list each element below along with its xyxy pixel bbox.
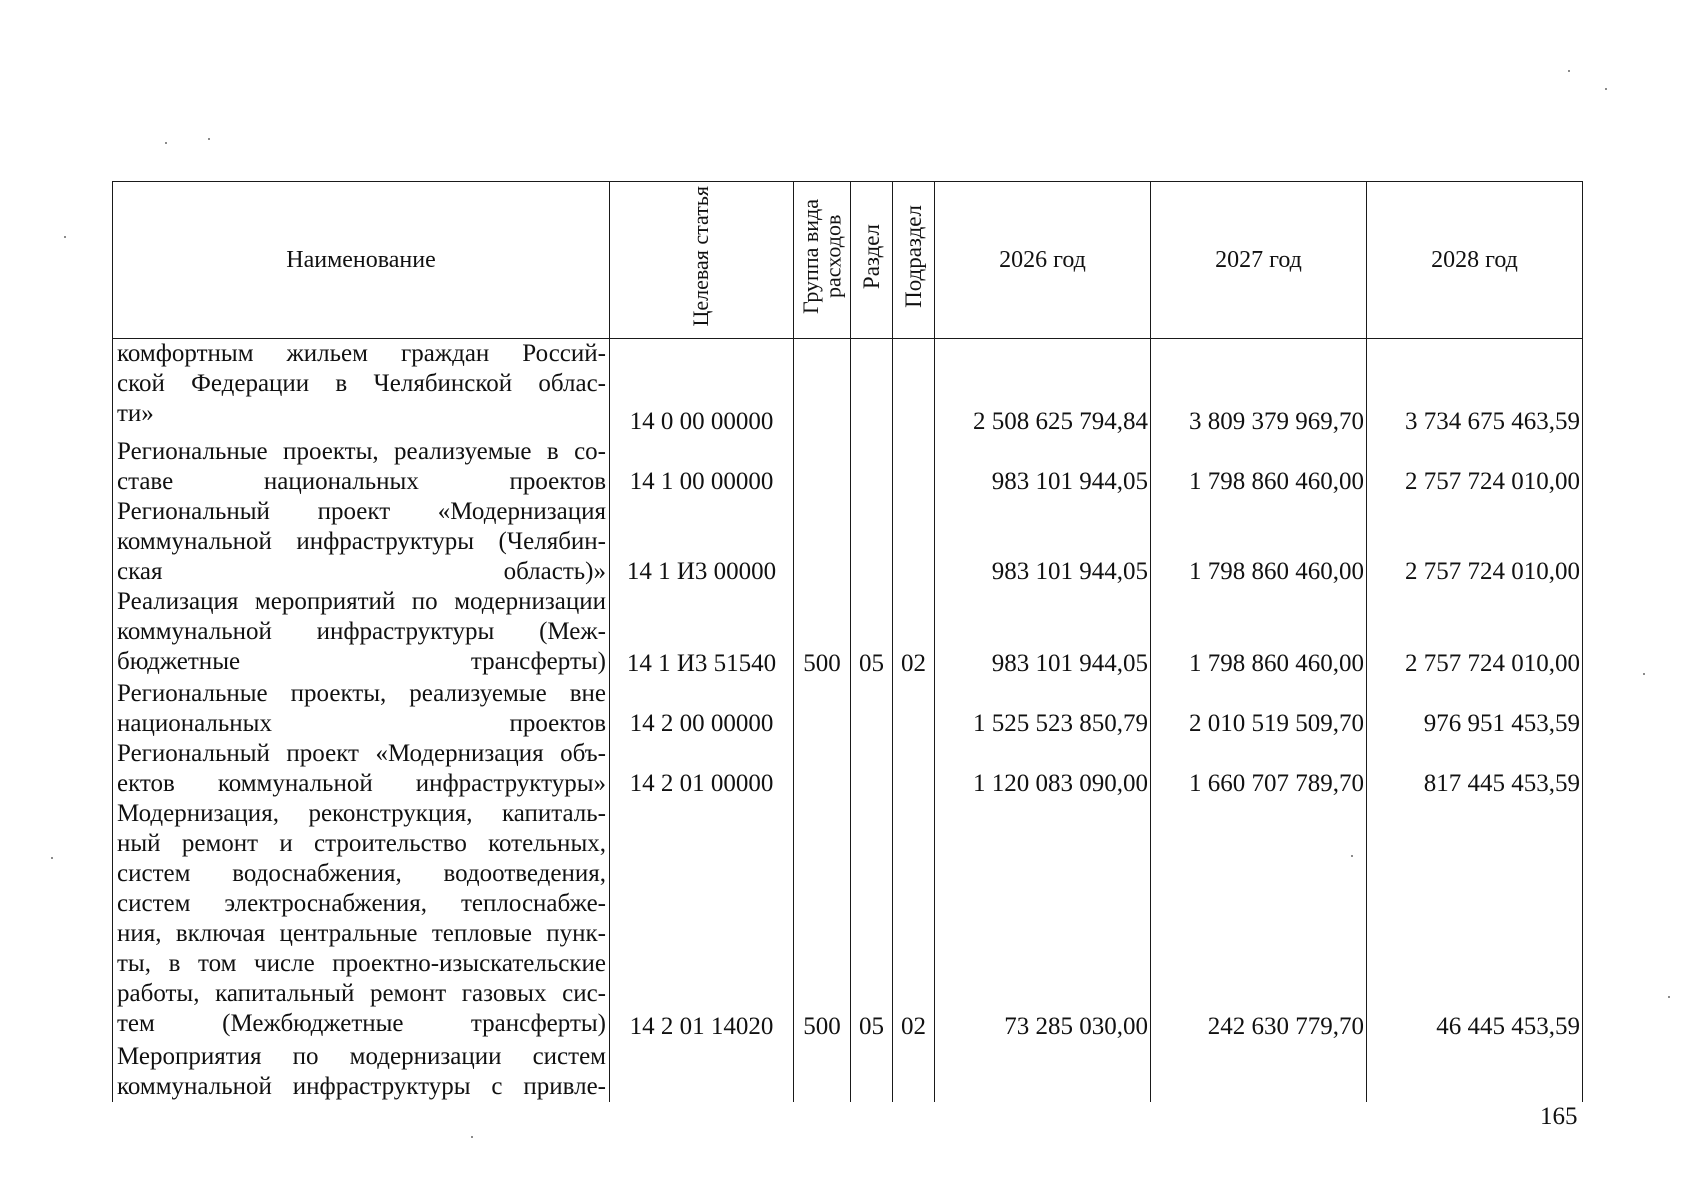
- row-section: 05: [851, 587, 893, 679]
- scan-speck: [64, 236, 66, 238]
- row-subsection: [893, 1042, 935, 1102]
- header-section: Раздел: [851, 182, 893, 339]
- table-row: [113, 497, 1583, 587]
- row-amount-2026: 73 285 030,00: [935, 799, 1151, 1042]
- row-subsection: [893, 339, 935, 437]
- scan-speck: [165, 142, 167, 144]
- row-name-line: национальных проектов: [117, 709, 606, 737]
- row-amount-2026: 2 508 625 794,84: [935, 339, 1151, 437]
- row-amount-2027: 2 010 519 509,70: [1151, 679, 1367, 739]
- row-name-line: систем электроснабжения, теплоснабже-: [117, 889, 606, 917]
- row-name-line: коммунальной инфраструктуры (Меж-: [117, 617, 606, 645]
- row-amount-2026: 983 101 944,05: [935, 437, 1151, 497]
- table-row: [113, 339, 1583, 437]
- row-expense-group: [794, 339, 851, 437]
- row-subsection: 02: [893, 799, 935, 1042]
- row-name-line: Региональный проект «Модернизация объ-: [117, 739, 606, 767]
- row-expense-group: [794, 1042, 851, 1102]
- row-name: [113, 497, 610, 587]
- row-name-line: ный ремонт и строительство котельных,: [117, 829, 606, 857]
- row-name: [113, 437, 610, 497]
- row-amount-2026: 983 101 944,05: [935, 587, 1151, 679]
- header-row: [113, 182, 1583, 339]
- row-name-line: ектов коммунальной инфраструктуры»: [117, 769, 606, 797]
- row-amount-2028: [1367, 1042, 1583, 1102]
- row-name-line: бюджетные трансферты): [117, 647, 606, 675]
- row-target-article: 14 1 И3 00000: [610, 497, 794, 587]
- row-expense-group: [794, 437, 851, 497]
- row-amount-2028: 817 445 453,59: [1367, 739, 1583, 799]
- row-target-article: 14 1 00 00000: [610, 437, 794, 497]
- row-section: [851, 437, 893, 497]
- table-row: [113, 587, 1583, 679]
- header-year-2027: 2027 год: [1151, 182, 1367, 339]
- row-section: [851, 339, 893, 437]
- scan-speck: [51, 857, 53, 859]
- scan-speck: [1643, 673, 1645, 675]
- row-target-article: [610, 1042, 794, 1102]
- row-target-article: 14 2 01 00000: [610, 739, 794, 799]
- row-name-line: коммунальной инфраструктуры (Челябин-: [117, 527, 606, 555]
- header-year-2026: 2026 год: [935, 182, 1151, 339]
- row-name-line: тем (Межбюджетные трансферты): [117, 1009, 606, 1037]
- row-name-line: ставе национальных проектов: [117, 467, 606, 495]
- row-section: 05: [851, 799, 893, 1042]
- row-name: [113, 739, 610, 799]
- row-amount-2026: [935, 1042, 1151, 1102]
- row-target-article: 14 0 00 00000: [610, 339, 794, 437]
- row-amount-2026: 1 525 523 850,79: [935, 679, 1151, 739]
- row-amount-2027: 1 798 860 460,00: [1151, 497, 1367, 587]
- row-amount-2027: 3 809 379 969,70: [1151, 339, 1367, 437]
- row-name: [113, 339, 610, 437]
- scan-speck: [1605, 88, 1607, 90]
- header-target-article: Целевая статья: [610, 182, 794, 339]
- header-subsection: Подраздел: [893, 182, 935, 339]
- row-subsection: [893, 739, 935, 799]
- row-name-line: Модернизация, реконструкция, капиталь-: [117, 799, 606, 827]
- table-row: [113, 739, 1583, 799]
- row-name-line: Региональные проекты, реализуемые вне: [117, 679, 606, 707]
- row-amount-2028: 2 757 724 010,00: [1367, 437, 1583, 497]
- row-amount-2027: 1 798 860 460,00: [1151, 437, 1367, 497]
- row-amount-2027: 1 798 860 460,00: [1151, 587, 1367, 679]
- row-name-line: Региональный проект «Модернизация: [117, 497, 606, 525]
- row-section: [851, 1042, 893, 1102]
- row-name: [113, 587, 610, 679]
- header-name: Наименование: [113, 182, 610, 339]
- row-expense-group: 500: [794, 799, 851, 1042]
- row-amount-2028: 2 757 724 010,00: [1367, 587, 1583, 679]
- row-amount-2028: 976 951 453,59: [1367, 679, 1583, 739]
- table-row: [113, 679, 1583, 739]
- row-section: [851, 497, 893, 587]
- row-expense-group: 500: [794, 587, 851, 679]
- row-subsection: [893, 437, 935, 497]
- row-amount-2028: 3 734 675 463,59: [1367, 339, 1583, 437]
- scan-speck: [471, 1136, 473, 1138]
- row-subsection: [893, 497, 935, 587]
- row-name: [113, 799, 610, 1042]
- row-name: [113, 679, 610, 739]
- header-expense-group: Группа вида расходов: [794, 182, 851, 339]
- row-amount-2027: [1151, 1042, 1367, 1102]
- row-name: [113, 1042, 610, 1102]
- row-target-article: 14 2 01 14020: [610, 799, 794, 1042]
- row-target-article: 14 2 00 00000: [610, 679, 794, 739]
- row-subsection: 02: [893, 587, 935, 679]
- row-name-line: ская область)»: [117, 557, 606, 585]
- row-section: [851, 679, 893, 739]
- row-name-line: ния, включая центральные тепловые пунк-: [117, 919, 606, 947]
- row-amount-2028: 46 445 453,59: [1367, 799, 1583, 1042]
- row-name-line: ты, в том числе проектно-изыскательские: [117, 949, 606, 977]
- table-body: [113, 339, 1583, 1102]
- row-amount-2028: 2 757 724 010,00: [1367, 497, 1583, 587]
- row-name-line: Мероприятия по модернизации систем: [117, 1042, 606, 1070]
- row-amount-2027: 242 630 779,70: [1151, 799, 1367, 1042]
- scan-speck: [1351, 855, 1353, 857]
- row-expense-group: [794, 679, 851, 739]
- row-name-line: систем водоснабжения, водоотведения,: [117, 859, 606, 887]
- row-name-line: Региональные проекты, реализуемые в со-: [117, 437, 606, 465]
- row-amount-2026: 983 101 944,05: [935, 497, 1151, 587]
- page-number: 165: [1540, 1103, 1578, 1130]
- scan-speck: [208, 138, 210, 140]
- row-name-line: ской Федерации в Челябинской облас-: [117, 370, 606, 397]
- header-year-2028: 2028 год: [1367, 182, 1583, 339]
- row-subsection: [893, 679, 935, 739]
- table-row: [113, 437, 1583, 497]
- budget-table: [112, 181, 1583, 1102]
- table-row: [113, 799, 1583, 1042]
- row-target-article: 14 1 И3 51540: [610, 587, 794, 679]
- row-name-line: коммунальной инфраструктуры с привле-: [117, 1072, 606, 1100]
- table-row: [113, 1042, 1583, 1102]
- row-amount-2026: 1 120 083 090,00: [935, 739, 1151, 799]
- row-name-line: работы, капитальный ремонт газовых сис-: [117, 979, 606, 1007]
- row-amount-2027: 1 660 707 789,70: [1151, 739, 1367, 799]
- scan-speck: [1568, 70, 1570, 72]
- row-name-line: ти»: [117, 400, 154, 427]
- row-name-line: Реализация мероприятий по модернизации: [117, 587, 606, 615]
- row-expense-group: [794, 497, 851, 587]
- row-expense-group: [794, 739, 851, 799]
- scan-speck: [1668, 996, 1670, 998]
- row-name-line: комфортным жильем граждан Россий-: [117, 340, 606, 367]
- row-section: [851, 739, 893, 799]
